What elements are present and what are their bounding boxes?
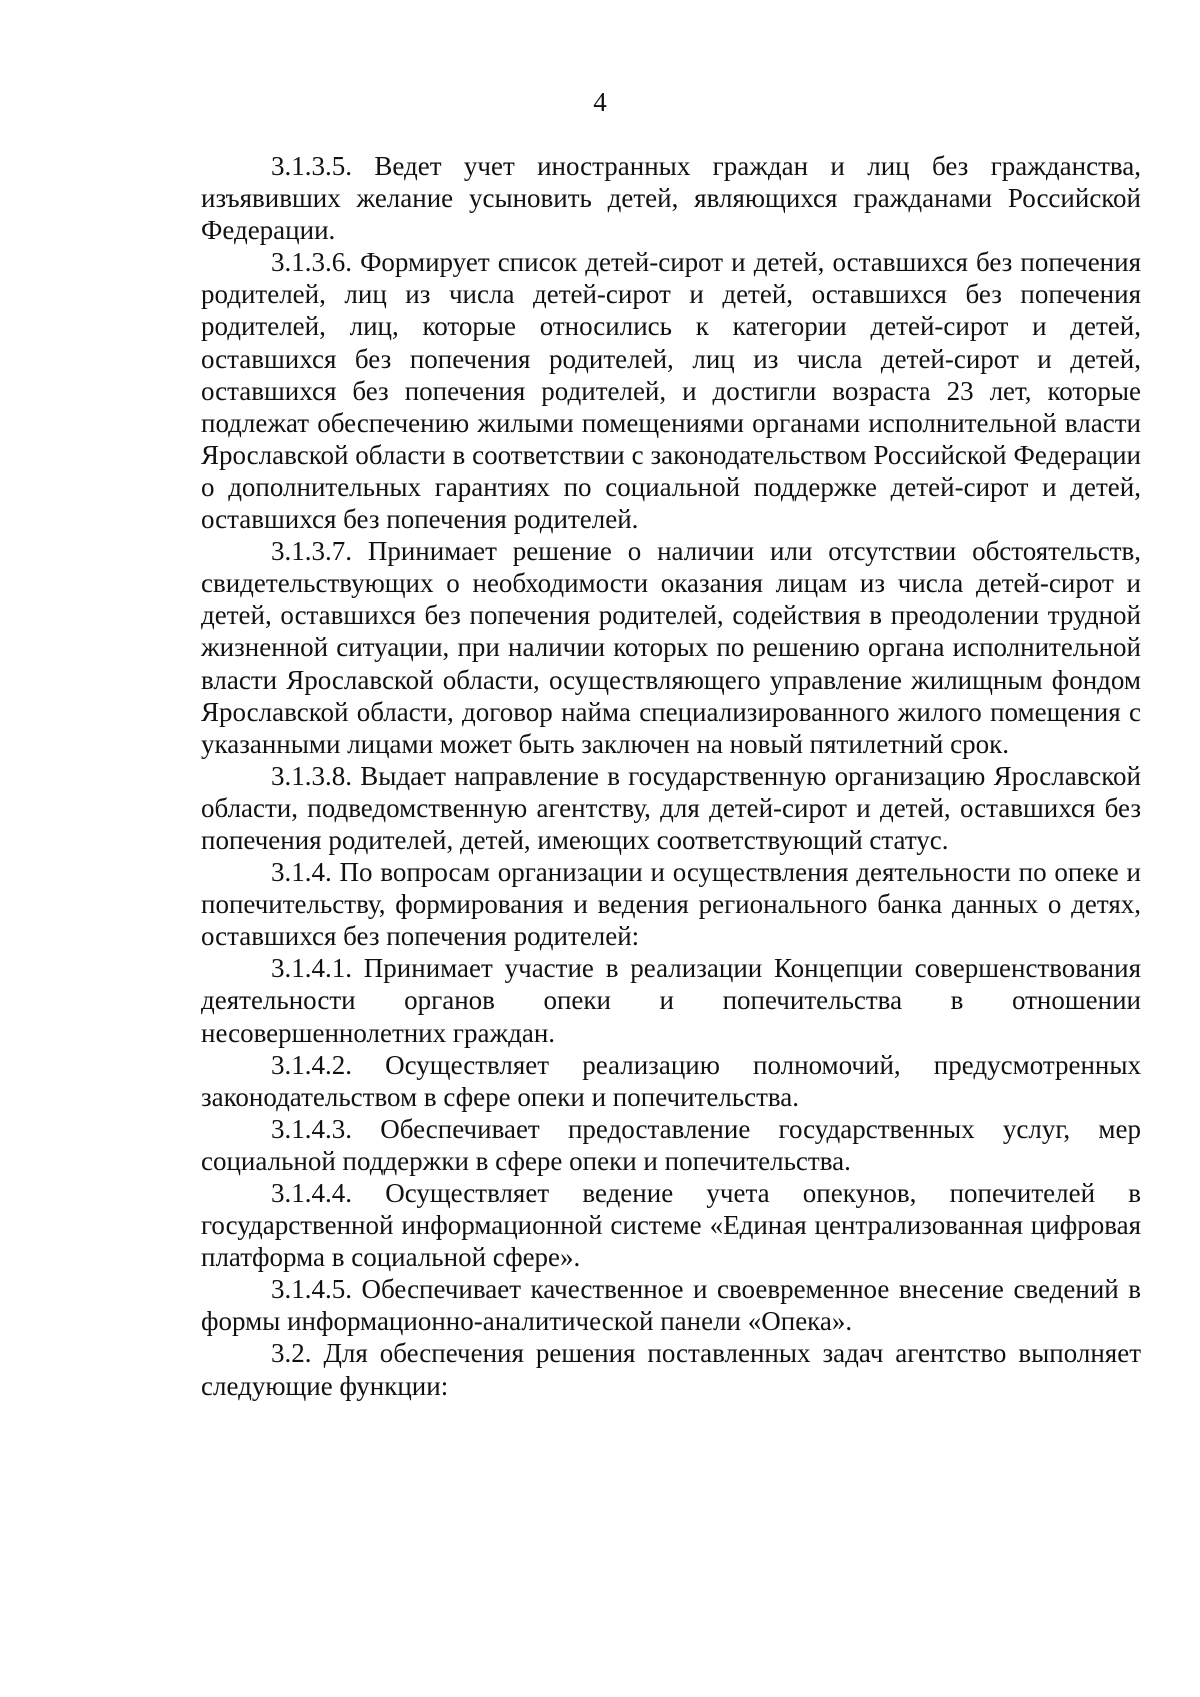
page-number: 4 <box>593 87 607 117</box>
paragraph-3-2: 3.2. Для обеспечения решения поставленных задач агентство выполняет следующие функции: <box>201 1338 1141 1401</box>
paragraph-3-1-4-5: 3.1.4.5. Обеспечивает качественное и своевременное внесение сведений в формы информационно-аналитической панели «Опека». <box>201 1274 1141 1337</box>
paragraph-3-1-3-8: 3.1.3.8. Выдает направление в государственную организацию Ярославской области, подведомственную агентству, для детей-сирот и детей, оставшихся без попечения родителей, детей, имеющих соответствующий статус. <box>201 760 1141 855</box>
paragraph-3-1-3-5: 3.1.3.5. Ведет учет иностранных граждан и лиц без гражданства, изъявивших желание усыновить детей, являющихся гражданами Российской Федерации. <box>201 151 1141 246</box>
paragraph-3-1-4-2: 3.1.4.2. Осуществляет реализацию полномочий, предусмотренных законодательством в сфере опеки и попечительства. <box>201 1049 1141 1112</box>
paragraph-3-1-3-6: 3.1.3.6. Формирует список детей-сирот и детей, оставшихся без попечения родителей, лиц из числа детей-сирот и детей, оставшихся без попечения родителей, лиц, которые относились к категории детей-сирот и детей, оставшихся без попечения родителей, лиц из числа детей-сирот и детей, оставшихся без попечения родителей, и достигли возраста 23 лет, которые подлежат обеспечению жилыми помещениями органами исполнительной власти Ярославской области в соответствии с законодательством Российской Федерации о дополнительных гарантиях по социальной поддержке детей-сирот и детей, оставшихся без попечения родителей. <box>201 247 1141 535</box>
paragraph-3-1-3-7: 3.1.3.7. Принимает решение о наличии или отсутствии обстоятельств, свидетельствующих о необходимости оказания лицам из числа детей-сирот и детей, оставшихся без попечения родителей, содействия в преодолении трудной жизненной ситуации, при наличии которых по решению органа исполнительной власти Ярославской области, осуществляющего управление жилищным фондом Ярославской области, договор найма специализированного жилого помещения с указанными лицами может быть заключен на новый пятилетний срок. <box>201 536 1141 759</box>
paragraph-3-1-4-1: 3.1.4.1. Принимает участие в реализации Концепции совершенствования деятельности органов опеки и попечительства в отношении несовершеннолетних граждан. <box>201 953 1141 1048</box>
paragraph-3-1-4: 3.1.4. По вопросам организации и осуществления деятельности по опеке и попечительству, формирования и ведения регионального банка данных о детях, оставшихся без попечения родителей: <box>201 857 1141 952</box>
paragraph-3-1-4-3: 3.1.4.3. Обеспечивает предоставление государственных услуг, мер социальной поддержки в сфере опеки и попечительства. <box>201 1113 1141 1176</box>
document-body <box>201 150 1141 1402</box>
paragraph-3-1-4-4: 3.1.4.4. Осуществляет ведение учета опекунов, попечителей в государственной информационной системе «Единая централизованная цифровая платформа в социальной сфере». <box>201 1178 1141 1273</box>
